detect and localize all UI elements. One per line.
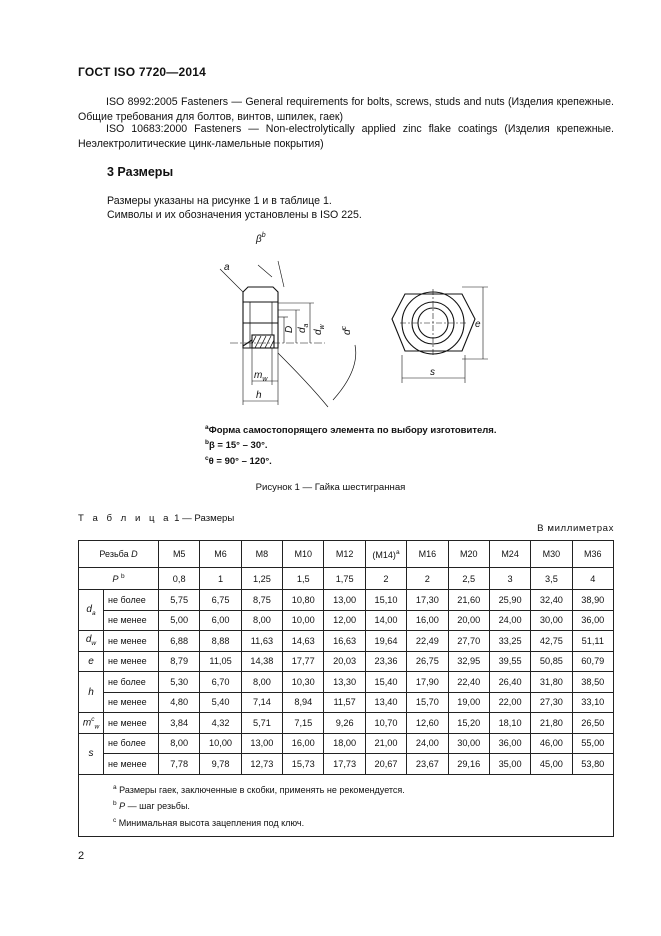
table-cell: 11,57	[324, 692, 365, 713]
table-cell: 12,60	[407, 713, 448, 734]
table-note: $^c$ Минимальная высота зацепления под ключ.	[113, 816, 305, 828]
column-header: $(M14)^a$	[365, 541, 406, 568]
table-cell: 6,88	[159, 631, 200, 652]
label-dw: $d_w$	[313, 324, 326, 335]
figure-caption: Рисунок 1 — Гайка шестигранная	[255, 482, 406, 493]
table-cell: 10,30	[283, 672, 324, 693]
limit-label: не менее	[104, 692, 159, 713]
table-cell: 21,00	[365, 733, 406, 754]
label-da: $d_a$	[297, 323, 310, 333]
table-cell: 9,78	[200, 754, 241, 775]
table-cell: 60,79	[572, 651, 613, 672]
table-cell: 17,90	[407, 672, 448, 693]
figure-note-a: $^a$Форма самостопорящего элемента по выбору изготовителя.	[205, 424, 497, 437]
table-cell: 13,00	[241, 733, 282, 754]
table-cell: 22,00	[489, 692, 530, 713]
table-row	[79, 651, 614, 672]
table-cell: 16,00	[407, 610, 448, 631]
table-cell: 32,40	[531, 590, 572, 611]
limit-label: не менее	[104, 631, 159, 652]
page-number: 2	[78, 850, 85, 862]
table-cell: 23,36	[365, 651, 406, 672]
table-cell: 32,95	[448, 651, 489, 672]
table-cell: 26,50	[572, 713, 613, 734]
table-cell: 1,25	[241, 568, 282, 590]
table-cell: 13,40	[365, 692, 406, 713]
table-cell: 11,05	[200, 651, 241, 672]
table-row	[79, 672, 614, 693]
section-title: 3 Размеры	[107, 165, 174, 179]
table-cell: 19,64	[365, 631, 406, 652]
table-cell: 2,5	[448, 568, 489, 590]
table-cell: 0,8	[159, 568, 200, 590]
table-cell: 15,40	[365, 672, 406, 693]
figure-note-b: $^b$β = 15° – 30°.	[205, 439, 268, 452]
table-cell: 10,00	[200, 733, 241, 754]
column-header: M24	[489, 541, 530, 568]
label-dc: $d^c$	[341, 325, 353, 335]
dimension-symbol: e	[79, 651, 104, 672]
table-cell: 10,00	[283, 610, 324, 631]
limit-label: не менее	[104, 610, 159, 631]
page-header: ГОСТ ISO 7720—2014	[78, 65, 207, 79]
table-caption: Т а б л и ц а 1 — Размеры	[78, 513, 235, 524]
table-cell: 8,00	[159, 733, 200, 754]
table-unit: В миллиметрах	[537, 523, 614, 534]
table-cell: 15,73	[283, 754, 324, 775]
column-header: M16	[407, 541, 448, 568]
table-cell: 1,75	[324, 568, 365, 590]
table-cell: 14,00	[365, 610, 406, 631]
table-cell: 30,00	[448, 733, 489, 754]
table-cell: 4,80	[159, 692, 200, 713]
table-cell: 6,75	[200, 590, 241, 611]
table-cell: 31,80	[531, 672, 572, 693]
table-cell: 13,00	[324, 590, 365, 611]
reference-iso-10683	[78, 122, 614, 152]
table-cell: 14,38	[241, 651, 282, 672]
table-cell: 7,78	[159, 754, 200, 775]
table-cell: 1,5	[283, 568, 324, 590]
table-row	[79, 610, 614, 631]
section-text-line-1: Размеры указаны на рисунке 1 и в таблице 1.	[107, 195, 332, 207]
limit-label: не более	[104, 733, 159, 754]
table-row	[79, 590, 614, 611]
table-cell: 7,15	[283, 713, 324, 734]
dimension-symbol: $d_a$	[79, 590, 104, 631]
table-cell: 7,14	[241, 692, 282, 713]
table-cell: 36,00	[572, 610, 613, 631]
table-cell: 30,00	[531, 610, 572, 631]
table-header-row	[79, 541, 614, 568]
column-header: M12	[324, 541, 365, 568]
table-cell: 4	[572, 568, 613, 590]
reference-iso-8992	[78, 95, 614, 125]
table-cell: 22,49	[407, 631, 448, 652]
table-cell: 9,26	[324, 713, 365, 734]
table-cell: 5,00	[159, 610, 200, 631]
table-cell: 38,90	[572, 590, 613, 611]
limit-label: не менее	[104, 651, 159, 672]
dimension-symbol: h	[79, 672, 104, 713]
reference-text: ISO 10683:2000 Fasteners — Non-electrolytically applied zinc flake coatings (Изделия крепежные. Неэлектролитические цинк-ламельные покрытия)	[78, 123, 614, 150]
table-cell: 17,30	[407, 590, 448, 611]
table-cell: 1	[200, 568, 241, 590]
table-cell: 17,73	[324, 754, 365, 775]
table-cell: 20,67	[365, 754, 406, 775]
table-cell: 33,10	[572, 692, 613, 713]
table-cell: 17,77	[283, 651, 324, 672]
table-cell: 22,40	[448, 672, 489, 693]
table-cell: 21,80	[531, 713, 572, 734]
table-cell: 46,00	[531, 733, 572, 754]
table-cell: 8,94	[283, 692, 324, 713]
table-cell: 24,00	[407, 733, 448, 754]
dimension-symbol: s	[79, 733, 104, 774]
table-cell: 35,00	[489, 754, 530, 775]
table-cell: 18,10	[489, 713, 530, 734]
label-a: a	[224, 262, 230, 273]
table-cell: 55,00	[572, 733, 613, 754]
label-s: s	[430, 367, 435, 378]
table-cell: 29,16	[448, 754, 489, 775]
table-cell: 6,70	[200, 672, 241, 693]
table-cell: 3,5	[531, 568, 572, 590]
limit-label: не менее	[104, 754, 159, 775]
column-header: M30	[531, 541, 572, 568]
table-cell: 10,70	[365, 713, 406, 734]
table-cell: 12,73	[241, 754, 282, 775]
table-row	[79, 754, 614, 775]
table-cell: 12,00	[324, 610, 365, 631]
table-cell: 6,00	[200, 610, 241, 631]
column-header: M8	[241, 541, 282, 568]
table-cell: 39,55	[489, 651, 530, 672]
column-header: M20	[448, 541, 489, 568]
table-cell: 19,00	[448, 692, 489, 713]
table-cell: 11,63	[241, 631, 282, 652]
table-cell: 15,70	[407, 692, 448, 713]
table-cell: 51,11	[572, 631, 613, 652]
table-row	[79, 568, 614, 590]
table-cell: 14,63	[283, 631, 324, 652]
dimension-symbol: $d_w$	[79, 631, 104, 652]
table-row	[79, 713, 614, 734]
table-cell: 20,03	[324, 651, 365, 672]
table-row	[79, 733, 614, 754]
table-cell: 15,20	[448, 713, 489, 734]
table-cell: 3,84	[159, 713, 200, 734]
dimensions-table	[78, 540, 614, 837]
table-row	[79, 692, 614, 713]
column-header: M36	[572, 541, 613, 568]
hex-nut-drawing	[200, 225, 500, 425]
limit-label: не менее	[104, 713, 159, 734]
table-cell: 20,00	[448, 610, 489, 631]
table-cell: 8,88	[200, 631, 241, 652]
column-header: M5	[159, 541, 200, 568]
table-cell: 42,75	[531, 631, 572, 652]
table-cell: 5,71	[241, 713, 282, 734]
table-cell: 26,75	[407, 651, 448, 672]
label-e: e	[475, 319, 481, 330]
table-cell: 2	[407, 568, 448, 590]
column-header: M10	[283, 541, 324, 568]
figure-note-c: $^c$θ = 90° – 120°.	[205, 455, 272, 468]
table-cell: 8,75	[241, 590, 282, 611]
table-cell: 26,40	[489, 672, 530, 693]
pitch-label: P $^b$	[79, 568, 159, 590]
column-header: M6	[200, 541, 241, 568]
table-notes	[79, 774, 614, 837]
reference-text: ISO 8992:2005 Fasteners — General requirements for bolts, screws, studs and nuts (Изделия крепежные. Общие требования для болтов, винтов, шпилек, гаек)	[78, 96, 614, 123]
table-row	[79, 631, 614, 652]
table-cell: 13,30	[324, 672, 365, 693]
table-cell: 27,70	[448, 631, 489, 652]
table-cell: 45,00	[531, 754, 572, 775]
section-text-line-2: Символы и их обозначения установлены в ISO 225.	[107, 209, 362, 221]
table-cell: 8,00	[241, 672, 282, 693]
limit-label: не более	[104, 590, 159, 611]
table-cell: 4,32	[200, 713, 241, 734]
label-d: D	[284, 325, 295, 333]
label-h: h	[256, 390, 262, 401]
table-note: $^b$ P — шаг резьбы.	[113, 800, 190, 811]
dimension-symbol: $m^c_w$	[79, 713, 104, 734]
table-cell: 53,80	[572, 754, 613, 775]
table-cell: 25,90	[489, 590, 530, 611]
table-cell: 16,63	[324, 631, 365, 652]
table-cell: 10,80	[283, 590, 324, 611]
table-cell: 27,30	[531, 692, 572, 713]
table-cell: 50,85	[531, 651, 572, 672]
table-cell: 38,50	[572, 672, 613, 693]
table-cell: 8,79	[159, 651, 200, 672]
table-cell: 5,75	[159, 590, 200, 611]
table-cell: 15,10	[365, 590, 406, 611]
label-mw: $m_w$	[254, 370, 268, 383]
table-cell: 24,00	[489, 610, 530, 631]
table-cell: 18,00	[324, 733, 365, 754]
table-cell: 23,67	[407, 754, 448, 775]
table-cell: 16,00	[283, 733, 324, 754]
table-cell: 2	[365, 568, 406, 590]
thread-header: Резьба D	[79, 541, 159, 568]
table-note: $^a$ Размеры гаек, заключенные в скобки, применять не рекомендуется.	[113, 783, 405, 795]
table-cell: 36,00	[489, 733, 530, 754]
table-cell: 5,30	[159, 672, 200, 693]
table-cell: 33,25	[489, 631, 530, 652]
table-cell: 5,40	[200, 692, 241, 713]
table-cell: 21,60	[448, 590, 489, 611]
table-notes-row	[79, 774, 614, 837]
table-cell: 3	[489, 568, 530, 590]
table-cell: 8,00	[241, 610, 282, 631]
limit-label: не более	[104, 672, 159, 693]
label-beta: $\beta^b$	[256, 232, 266, 245]
